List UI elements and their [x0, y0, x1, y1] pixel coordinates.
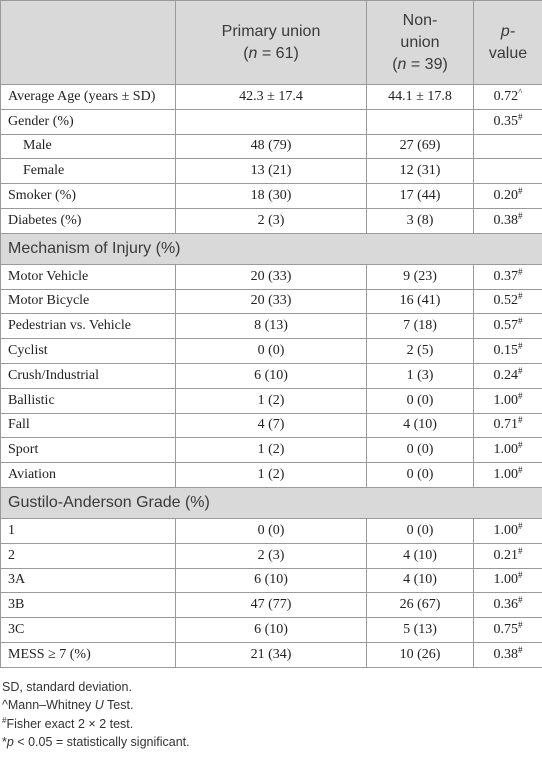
primary-union-value: 42.3 ± 17.4: [176, 85, 367, 110]
non-union-value: 12 (31): [367, 159, 474, 184]
non-union-value: 7 (18): [367, 314, 474, 339]
primary-union-value: 13 (21): [176, 159, 367, 184]
table-row: [1, 618, 542, 643]
row-label: 3C: [1, 618, 176, 643]
primary-union-value: 0 (0): [176, 339, 367, 364]
p-value-test-marker: #: [518, 365, 523, 376]
p-value: [474, 593, 542, 618]
footnote-significance: *p < 0.05 = statistically significant.: [2, 735, 190, 750]
non-union-value: 2 (5): [367, 339, 474, 364]
table-row: [1, 363, 542, 388]
primary-union-value: 2 (3): [176, 543, 367, 568]
primary-union-value: 20 (33): [176, 264, 367, 289]
primary-union-value: 0 (0): [176, 518, 367, 543]
row-label: Cyclist: [1, 339, 176, 364]
header-label-column: [1, 1, 176, 85]
non-union-value: 4 (10): [367, 413, 474, 438]
table-row: [1, 388, 542, 413]
row-label: 1: [1, 518, 176, 543]
table-row: [1, 85, 542, 110]
p-value-test-marker: #: [518, 390, 523, 401]
primary-union-value: 4 (7): [176, 413, 367, 438]
non-union-value: 26 (67): [367, 593, 474, 618]
p-value-number: 0.75: [493, 622, 518, 638]
p-value: [474, 208, 542, 233]
p-value-number: 0.15: [493, 343, 518, 359]
primary-union-value: 1 (2): [176, 388, 367, 413]
p-value-test-marker: #: [518, 415, 523, 426]
header-row: [1, 1, 542, 85]
primary-union-value: 6 (10): [176, 568, 367, 593]
p-value: [474, 543, 542, 568]
p-value-test-marker: #: [518, 465, 523, 476]
row-label: Sport: [1, 438, 176, 463]
primary-union-value: 48 (79): [176, 134, 367, 159]
primary-union-value: 1 (2): [176, 438, 367, 463]
p-value-test-marker: #: [518, 595, 523, 606]
p-value: [474, 159, 542, 184]
table-row: [1, 543, 542, 568]
primary-union-value: 6 (10): [176, 363, 367, 388]
header-p-value: p- value: [474, 1, 542, 85]
table-row: [1, 339, 542, 364]
footnotes: [0, 678, 542, 752]
p-value-test-marker: #: [518, 210, 523, 221]
non-union-value: 16 (41): [367, 289, 474, 314]
row-label: Motor Bicycle: [1, 289, 176, 314]
p-value-number: 1.00: [493, 467, 518, 483]
p-value: [474, 85, 542, 110]
p-value-number: 0.57: [493, 318, 518, 334]
footnote-sd: SD, standard deviation.: [2, 679, 132, 694]
p-value-number: 1.00: [493, 572, 518, 588]
table-row: [1, 184, 542, 209]
non-union-value: 0 (0): [367, 438, 474, 463]
row-label: 3B: [1, 593, 176, 618]
non-union-value: 0 (0): [367, 518, 474, 543]
section-mechanism-of-injury: [1, 233, 542, 264]
table-row: [1, 593, 542, 618]
p-value-test-marker: #: [518, 545, 523, 556]
p-value: [474, 568, 542, 593]
p-value-test-marker: #: [518, 186, 523, 197]
primary-union-value: 18 (30): [176, 184, 367, 209]
section-heading: Gustilo-Anderson Grade (%): [1, 487, 542, 518]
p-value-test-marker: ^: [518, 86, 523, 97]
p-value: [474, 264, 542, 289]
non-union-value: 0 (0): [367, 463, 474, 488]
p-value: [474, 518, 542, 543]
p-value-test-marker: #: [518, 316, 523, 327]
row-label: Fall: [1, 413, 176, 438]
p-value-number: 0.72: [493, 88, 519, 104]
p-value-number: 0.37: [493, 268, 518, 284]
p-value-test-marker: #: [518, 570, 523, 581]
row-label: MESS ≥ 7 (%): [1, 642, 176, 667]
p-value-number: 1.00: [493, 392, 518, 408]
header-non-union: Non- union (n = 39): [367, 1, 474, 85]
row-label: Crush/Industrial: [1, 363, 176, 388]
row-label: 2: [1, 543, 176, 568]
row-label: Motor Vehicle: [1, 264, 176, 289]
footnote-mann-whitney: ^Mann–Whitney U Test.: [2, 698, 134, 713]
primary-union-value: 6 (10): [176, 618, 367, 643]
non-union-value: 4 (10): [367, 568, 474, 593]
non-union-value: 17 (44): [367, 184, 474, 209]
primary-union-value: 1 (2): [176, 463, 367, 488]
p-value-number: 1.00: [493, 442, 518, 458]
section-gustilo-anderson-grade: [1, 487, 542, 518]
p-value-number: 0.38: [493, 212, 518, 228]
p-value: [474, 339, 542, 364]
p-value: [474, 289, 542, 314]
table-row: [1, 134, 542, 159]
p-value: [474, 642, 542, 667]
row-label: Ballistic: [1, 388, 176, 413]
p-value: [474, 134, 542, 159]
table-row: [1, 642, 542, 667]
non-union-value: 1 (3): [367, 363, 474, 388]
row-label: Diabetes (%): [1, 208, 176, 233]
p-value: [474, 363, 542, 388]
p-value-test-marker: #: [518, 620, 523, 631]
table-row: [1, 159, 542, 184]
row-label: Smoker (%): [1, 184, 176, 209]
table-row: [1, 413, 542, 438]
p-value-test-marker: #: [518, 520, 523, 531]
p-value: [474, 388, 542, 413]
primary-union-value: 21 (34): [176, 642, 367, 667]
p-value-test-marker: #: [518, 341, 523, 352]
p-value: [474, 184, 542, 209]
row-label: Female: [1, 159, 176, 184]
table-row: [1, 314, 542, 339]
footnote-fisher: #Fisher exact 2 × 2 test.: [2, 715, 134, 731]
non-union-value: 5 (13): [367, 618, 474, 643]
p-value-number: 0.71: [493, 417, 518, 433]
non-union-value: 4 (10): [367, 543, 474, 568]
p-value-number: 0.24: [493, 367, 518, 383]
non-union-value: 9 (23): [367, 264, 474, 289]
p-value: [474, 413, 542, 438]
p-value-test-marker: #: [518, 291, 523, 302]
primary-union-value: [176, 109, 367, 134]
section-heading: Mechanism of Injury (%): [1, 233, 542, 264]
primary-union-value: 47 (77): [176, 593, 367, 618]
row-label: Aviation: [1, 463, 176, 488]
table-body: [1, 85, 542, 668]
p-value-test-marker: #: [518, 440, 523, 451]
p-value-number: 0.38: [493, 646, 518, 662]
table-row: [1, 109, 542, 134]
header-primary-union: Primary union (n = 61): [176, 1, 367, 85]
primary-union-value: 8 (13): [176, 314, 367, 339]
p-value: [474, 438, 542, 463]
p-value-number: 0.35: [493, 113, 518, 129]
p-value: [474, 109, 542, 134]
p-value-number: 0.21: [493, 547, 518, 563]
non-union-value: 3 (8): [367, 208, 474, 233]
p-value-number: 0.36: [493, 597, 518, 613]
non-union-value: [367, 109, 474, 134]
p-value-test-marker: #: [518, 111, 523, 122]
p-value-number: 1.00: [493, 522, 518, 538]
table-row: [1, 264, 542, 289]
table-row: [1, 463, 542, 488]
row-label: Average Age (years ± SD): [1, 85, 176, 110]
table-row: [1, 208, 542, 233]
row-label: Gender (%): [1, 109, 176, 134]
table-row: [1, 438, 542, 463]
primary-union-value: 20 (33): [176, 289, 367, 314]
p-value-number: 0.20: [493, 188, 518, 204]
non-union-value: 44.1 ± 17.8: [367, 85, 474, 110]
row-label: 3A: [1, 568, 176, 593]
row-label: Pedestrian vs. Vehicle: [1, 314, 176, 339]
primary-union-value: 2 (3): [176, 208, 367, 233]
non-union-value: 27 (69): [367, 134, 474, 159]
table-row: [1, 518, 542, 543]
p-value-test-marker: #: [518, 266, 523, 277]
p-value: [474, 463, 542, 488]
p-value-test-marker: #: [518, 644, 523, 655]
p-value: [474, 618, 542, 643]
non-union-value: 0 (0): [367, 388, 474, 413]
row-label: Male: [1, 134, 176, 159]
non-union-value: 10 (26): [367, 642, 474, 667]
table-row: [1, 568, 542, 593]
table-row: [1, 289, 542, 314]
p-value-number: 0.52: [493, 293, 518, 309]
p-value: [474, 314, 542, 339]
